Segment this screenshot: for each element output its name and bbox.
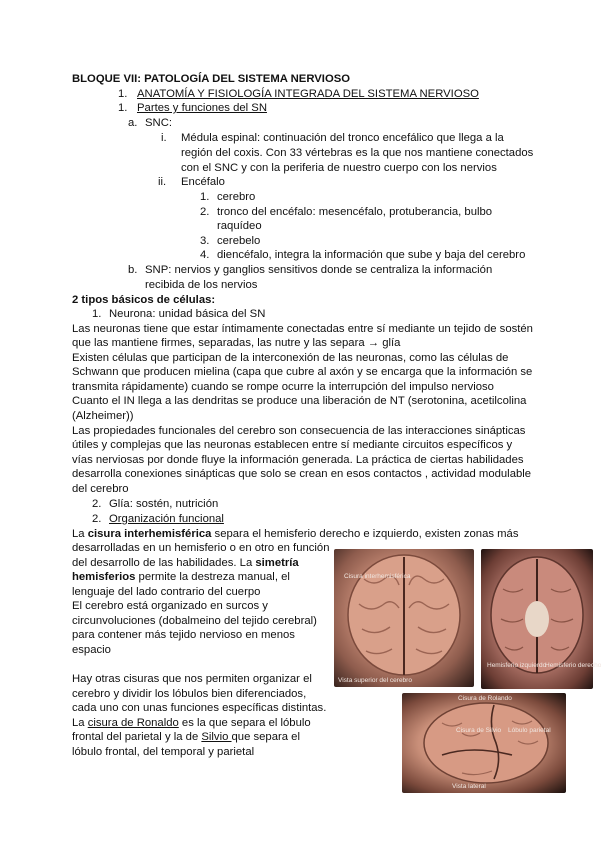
- cisura-line-3: del desarrollo de las habilidades. La simetría: [72, 557, 299, 569]
- cisura-line-4: hemisferios permite la destreza manual, el: [72, 571, 290, 583]
- encefalo-item: diencéfalo, integra la información que sube y baja del cerebro: [217, 249, 526, 261]
- brain-bottom-view-image: [481, 549, 601, 689]
- medula-text: Médula espinal: continuación del tronco encefálico que llega a la: [181, 132, 504, 144]
- otras-line-3: cada uno con unas funciones específicas distintas.: [72, 702, 327, 714]
- paragraph-line: (Alzheimer)): [72, 410, 134, 422]
- paragraph-line: Las propiedades funcionales del cerebro son consecuencia de las interacciones sinápticas: [72, 425, 526, 437]
- snp-text: SNP: nervios y ganglios sensitivos donde se centraliza la información: [145, 264, 493, 276]
- brain-lateral-drawing: [402, 693, 566, 793]
- glia-text: Glía: sostén, nutrición: [109, 498, 219, 510]
- cisura-line-5: lenguaje del lado contrario del cuerpo: [72, 586, 261, 598]
- outline-num: 1.: [92, 308, 102, 320]
- encefalo-item-cont: raquídeo: [217, 220, 262, 232]
- encefalo-item: cerebelo: [217, 235, 261, 247]
- cisura-line-1: La cisura interhemisférica separa el hemisferio derecho e izquierdo, existen zonas más: [72, 528, 519, 540]
- paragraph-line: vías nerviosas por donde fluye la información generada. La práctica de ciertas habilidades: [72, 454, 524, 466]
- medula-text: con el SNC y con la periferia de nuestro cuerpo con los nervios: [181, 162, 497, 174]
- otras-line-5: frontal del parietal y la de Silvio que separa el: [72, 731, 300, 743]
- paragraph-line: que las mantiene firmes, separadas, las nutre y las separa → glía: [72, 337, 401, 349]
- subsection-partes: Partes y funciones del SN: [137, 102, 267, 114]
- medula-text: región del coxis. Con 33 vértebras es la que nos mantiene conectados: [181, 147, 534, 159]
- cisura-line-9: espacio: [72, 644, 111, 656]
- paragraph-line: del cerebro: [72, 483, 129, 495]
- figure-caption: Hemisferio derecho: [545, 662, 601, 669]
- brain-top-view-image: [334, 549, 474, 687]
- outline-letter: a.: [128, 117, 138, 129]
- outline-num: 2.: [92, 498, 102, 510]
- figure-caption: Hemisferio izquierdo: [487, 662, 547, 669]
- figure-caption: Cisura interhemisférica: [344, 573, 411, 580]
- outline-roman: ii.: [158, 176, 167, 188]
- paragraph-line: Cuanto el IN llega a las dendritas se produce una liberación de NT (serotonina, acetilcolina: [72, 395, 527, 407]
- paragraph-line: útiles y complejas que las neuronas establecen entre sí mediante circuitos específicos y: [72, 439, 513, 451]
- outline-letter: b.: [128, 264, 138, 276]
- otras-line-1: Hay otras cisuras que nos permiten organizar el: [72, 673, 312, 685]
- page-title: BLOQUE VII: PATOLOGÍA DEL SISTEMA NERVIOSO: [72, 73, 351, 85]
- cisura-line-8: para contener más tejido nervioso en menos: [72, 629, 295, 641]
- figure-caption: Cisura de Silvio: [456, 727, 502, 734]
- snc-label: SNC:: [145, 117, 172, 129]
- tipos-heading: 2 tipos básicos de células:: [72, 294, 216, 306]
- outline-num: 1.: [118, 102, 128, 114]
- brain-sulci-drawing: [334, 549, 474, 687]
- encefalo-label: Encéfalo: [181, 176, 225, 188]
- outline-num: 1.: [200, 191, 210, 203]
- paragraph-line: desarrolla conexiones sinápticas que solo se crean en esos contactos , actividad modulable: [72, 468, 532, 480]
- paragraph-line: Schwann que producen mielina (capa que cubre al axón y se encarga que la información se: [72, 366, 533, 378]
- cisura-line-6: El cerebro está organizado en surcos y: [72, 600, 268, 612]
- outline-num: 4.: [200, 249, 210, 261]
- outline-num: 2.: [92, 513, 102, 525]
- paragraph-line: Las neuronas tiene que estar íntimamente conectadas entre sí mediante un tejido de sostén: [72, 323, 533, 335]
- otras-line-4: La cisura de Ronaldo es la que separa el lóbulo: [72, 717, 311, 729]
- neurona-text: Neurona: unidad básica del SN: [109, 308, 266, 320]
- organizacion-heading: Organización funcional: [109, 513, 224, 525]
- encefalo-item: tronco del encéfalo: mesencéfalo, protuberancia, bulbo: [217, 206, 493, 218]
- outline-num: 2.: [200, 206, 210, 218]
- brain-lateral-view-image: [402, 693, 566, 793]
- otras-line-2: cerebro y dividir los lóbulos bien diferenciados,: [72, 688, 307, 700]
- cisura-line-7: circunvoluciones (dobalmeino del tejido cerebral): [72, 615, 317, 627]
- outline-num: 1.: [118, 88, 128, 100]
- encefalo-item: cerebro: [217, 191, 256, 203]
- figure-caption: Cisura de Rolando: [458, 695, 512, 702]
- figure-caption: Lóbulo parietal: [508, 727, 551, 734]
- outline-roman: i.: [161, 132, 167, 144]
- cisura-line-2: desarrolladas en un hemisferio o en otro en función: [72, 542, 330, 554]
- outline-num: 3.: [200, 235, 210, 247]
- section-heading-anatomia: ANATOMÍA Y FISIOLOGÍA INTEGRADA DEL SISTEMA NERVIOSO: [137, 88, 479, 100]
- otras-line-6: lóbulo frontal, del temporal y parietal: [72, 746, 255, 758]
- figure-caption: Vista superior del cerebro: [338, 677, 412, 684]
- paragraph-line: Existen células que participan de la interconexión de las neuronas, como las células de: [72, 352, 509, 364]
- snp-text: recibida de los nervios: [145, 279, 258, 291]
- paragraph-line: transmita rápidamente) cuando se rompe ocurre la interrupción del impulso nervioso: [72, 381, 494, 393]
- figure-caption: Vista lateral: [452, 783, 486, 790]
